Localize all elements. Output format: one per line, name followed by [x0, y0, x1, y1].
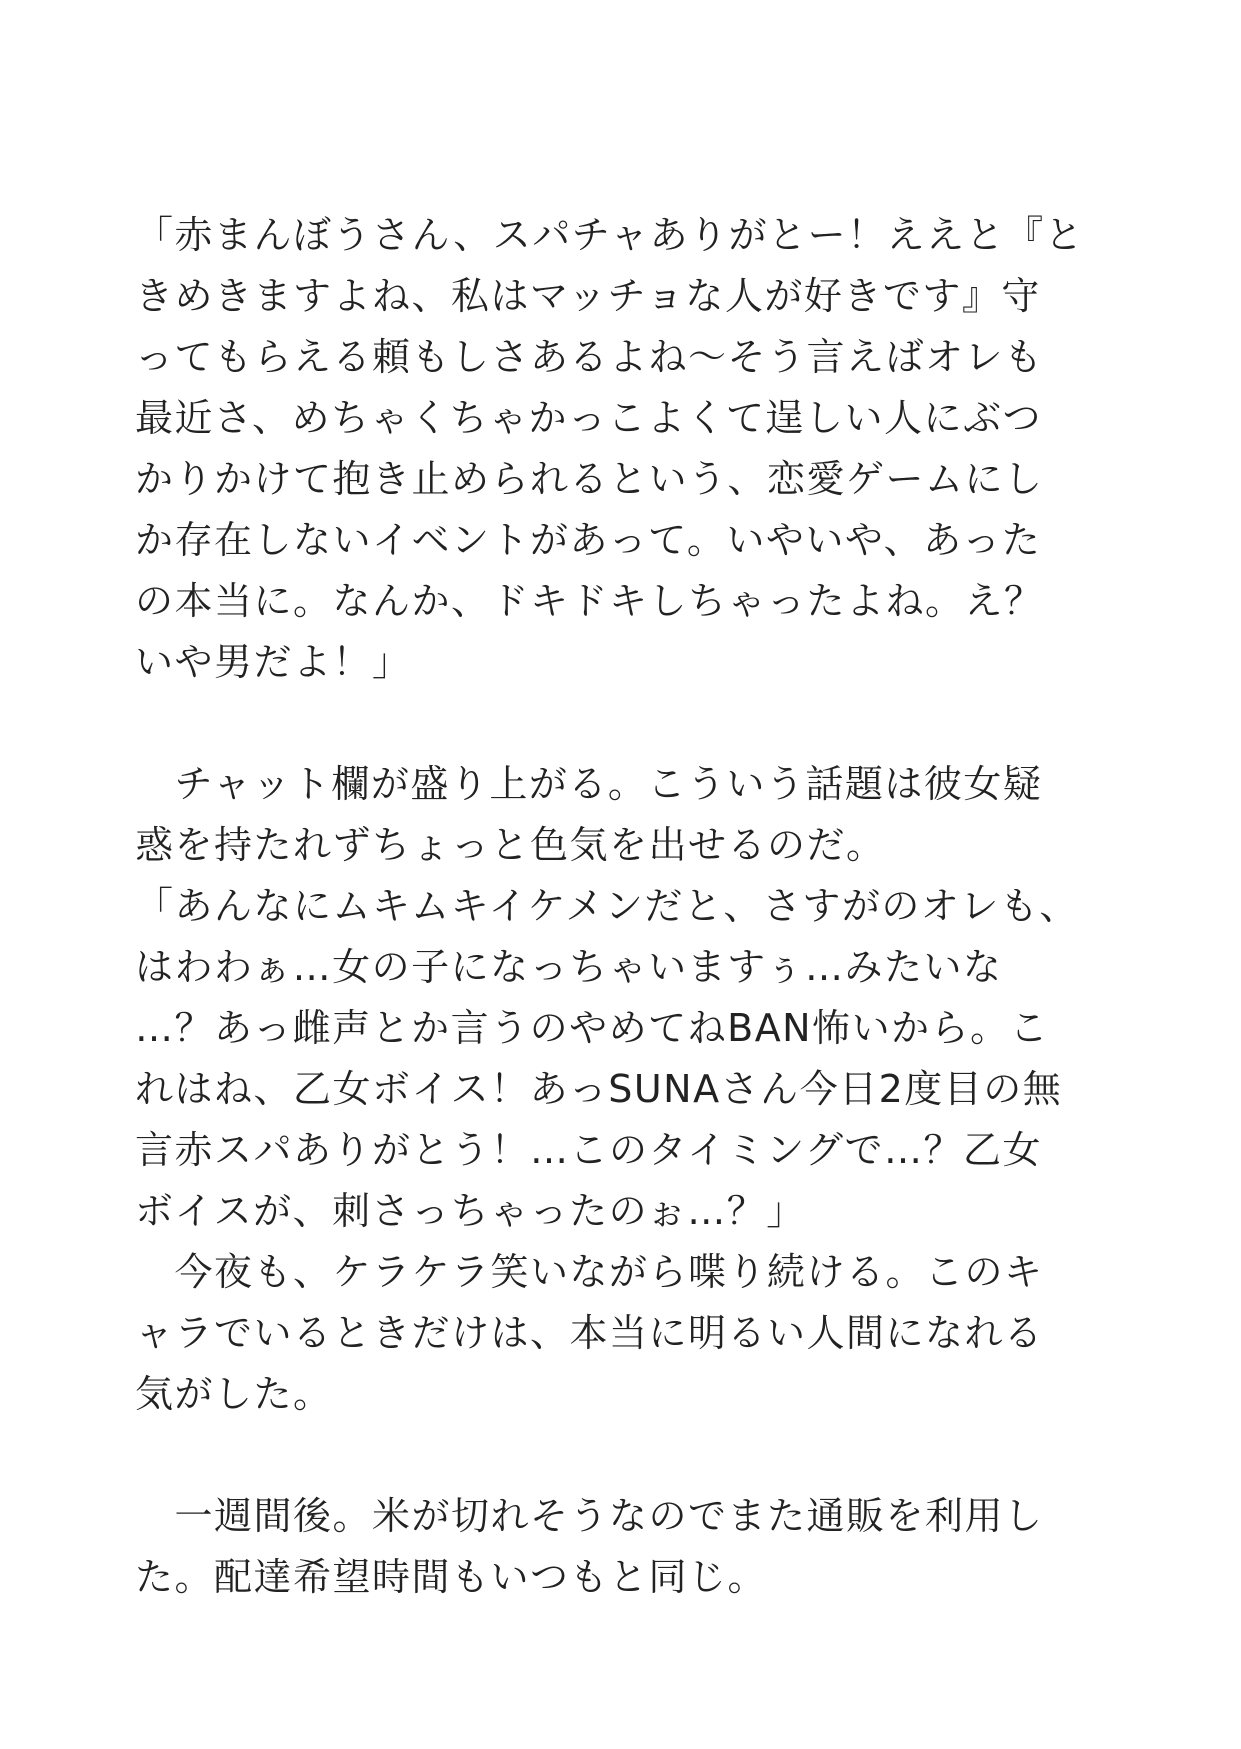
- text-line: はわわぁ…女の子になっちゃいますぅ…みたいな: [135, 945, 1003, 989]
- text-line: た。配達希望時間もいつもと同じ。: [135, 1555, 768, 1599]
- text-line: か存在しないイベントがあって。いやいや、あった: [135, 518, 1042, 562]
- blank-line: [135, 1425, 1135, 1486]
- text-line: 一週間後。米が切れそうなのでまた通販を利用し: [135, 1494, 1044, 1538]
- text-line: 最近さ、めちゃくちゃかっこよくて逞しい人にぶつ: [135, 396, 1042, 440]
- text-line: の本当に。なんか、ドキドキしちゃったよね。え？: [135, 579, 1044, 623]
- text-line: 「赤まんぼうさん、スパチャありがとー！ええと『と: [135, 213, 1085, 257]
- body-text: [135, 205, 1135, 1608]
- text-line: いや男だよ！」: [135, 640, 412, 684]
- text-line: ってもらえる頼もしさあるよね〜そう言えばオレも: [135, 335, 1044, 379]
- text-line: チャット欄が盛り上がる。こういう話題は彼女疑: [135, 762, 1043, 806]
- text-line: かりかけて抱き止められるという、恋愛ゲームにし: [135, 457, 1044, 501]
- text-line: …？あっ雌声とか言うのやめてねBAN怖いから。こ: [135, 1006, 1050, 1050]
- text-line: 惑を持たれずちょっと色気を出せるのだ。: [135, 823, 886, 867]
- text-line: 今夜も、ケラケラ笑いながら喋り続ける。このキ: [135, 1250, 1044, 1294]
- text-line: 気がした。: [135, 1372, 333, 1416]
- paragraph-2: [135, 754, 1135, 1425]
- text-line: 言赤スパありがとう！…このタイミングで…？乙女: [135, 1128, 1042, 1172]
- text-line: 「あんなにムキムキイケメンだと、さすがのオレも、: [135, 884, 1079, 928]
- blank-line: [135, 693, 1135, 754]
- text-line: ボイスが、刺さっちゃったのぉ…？」: [135, 1189, 806, 1233]
- text-line: ャラでいるときだけは、本当に明るい人間になれる: [135, 1311, 1044, 1355]
- text-line: れはね、乙女ボイス！あっSUNAさん今日2度目の無: [135, 1067, 1063, 1111]
- paragraph-1: [135, 205, 1135, 693]
- paragraph-3: [135, 1486, 1135, 1608]
- text-line: きめきますよね、私はマッチョな人が好きです』守: [135, 274, 1041, 318]
